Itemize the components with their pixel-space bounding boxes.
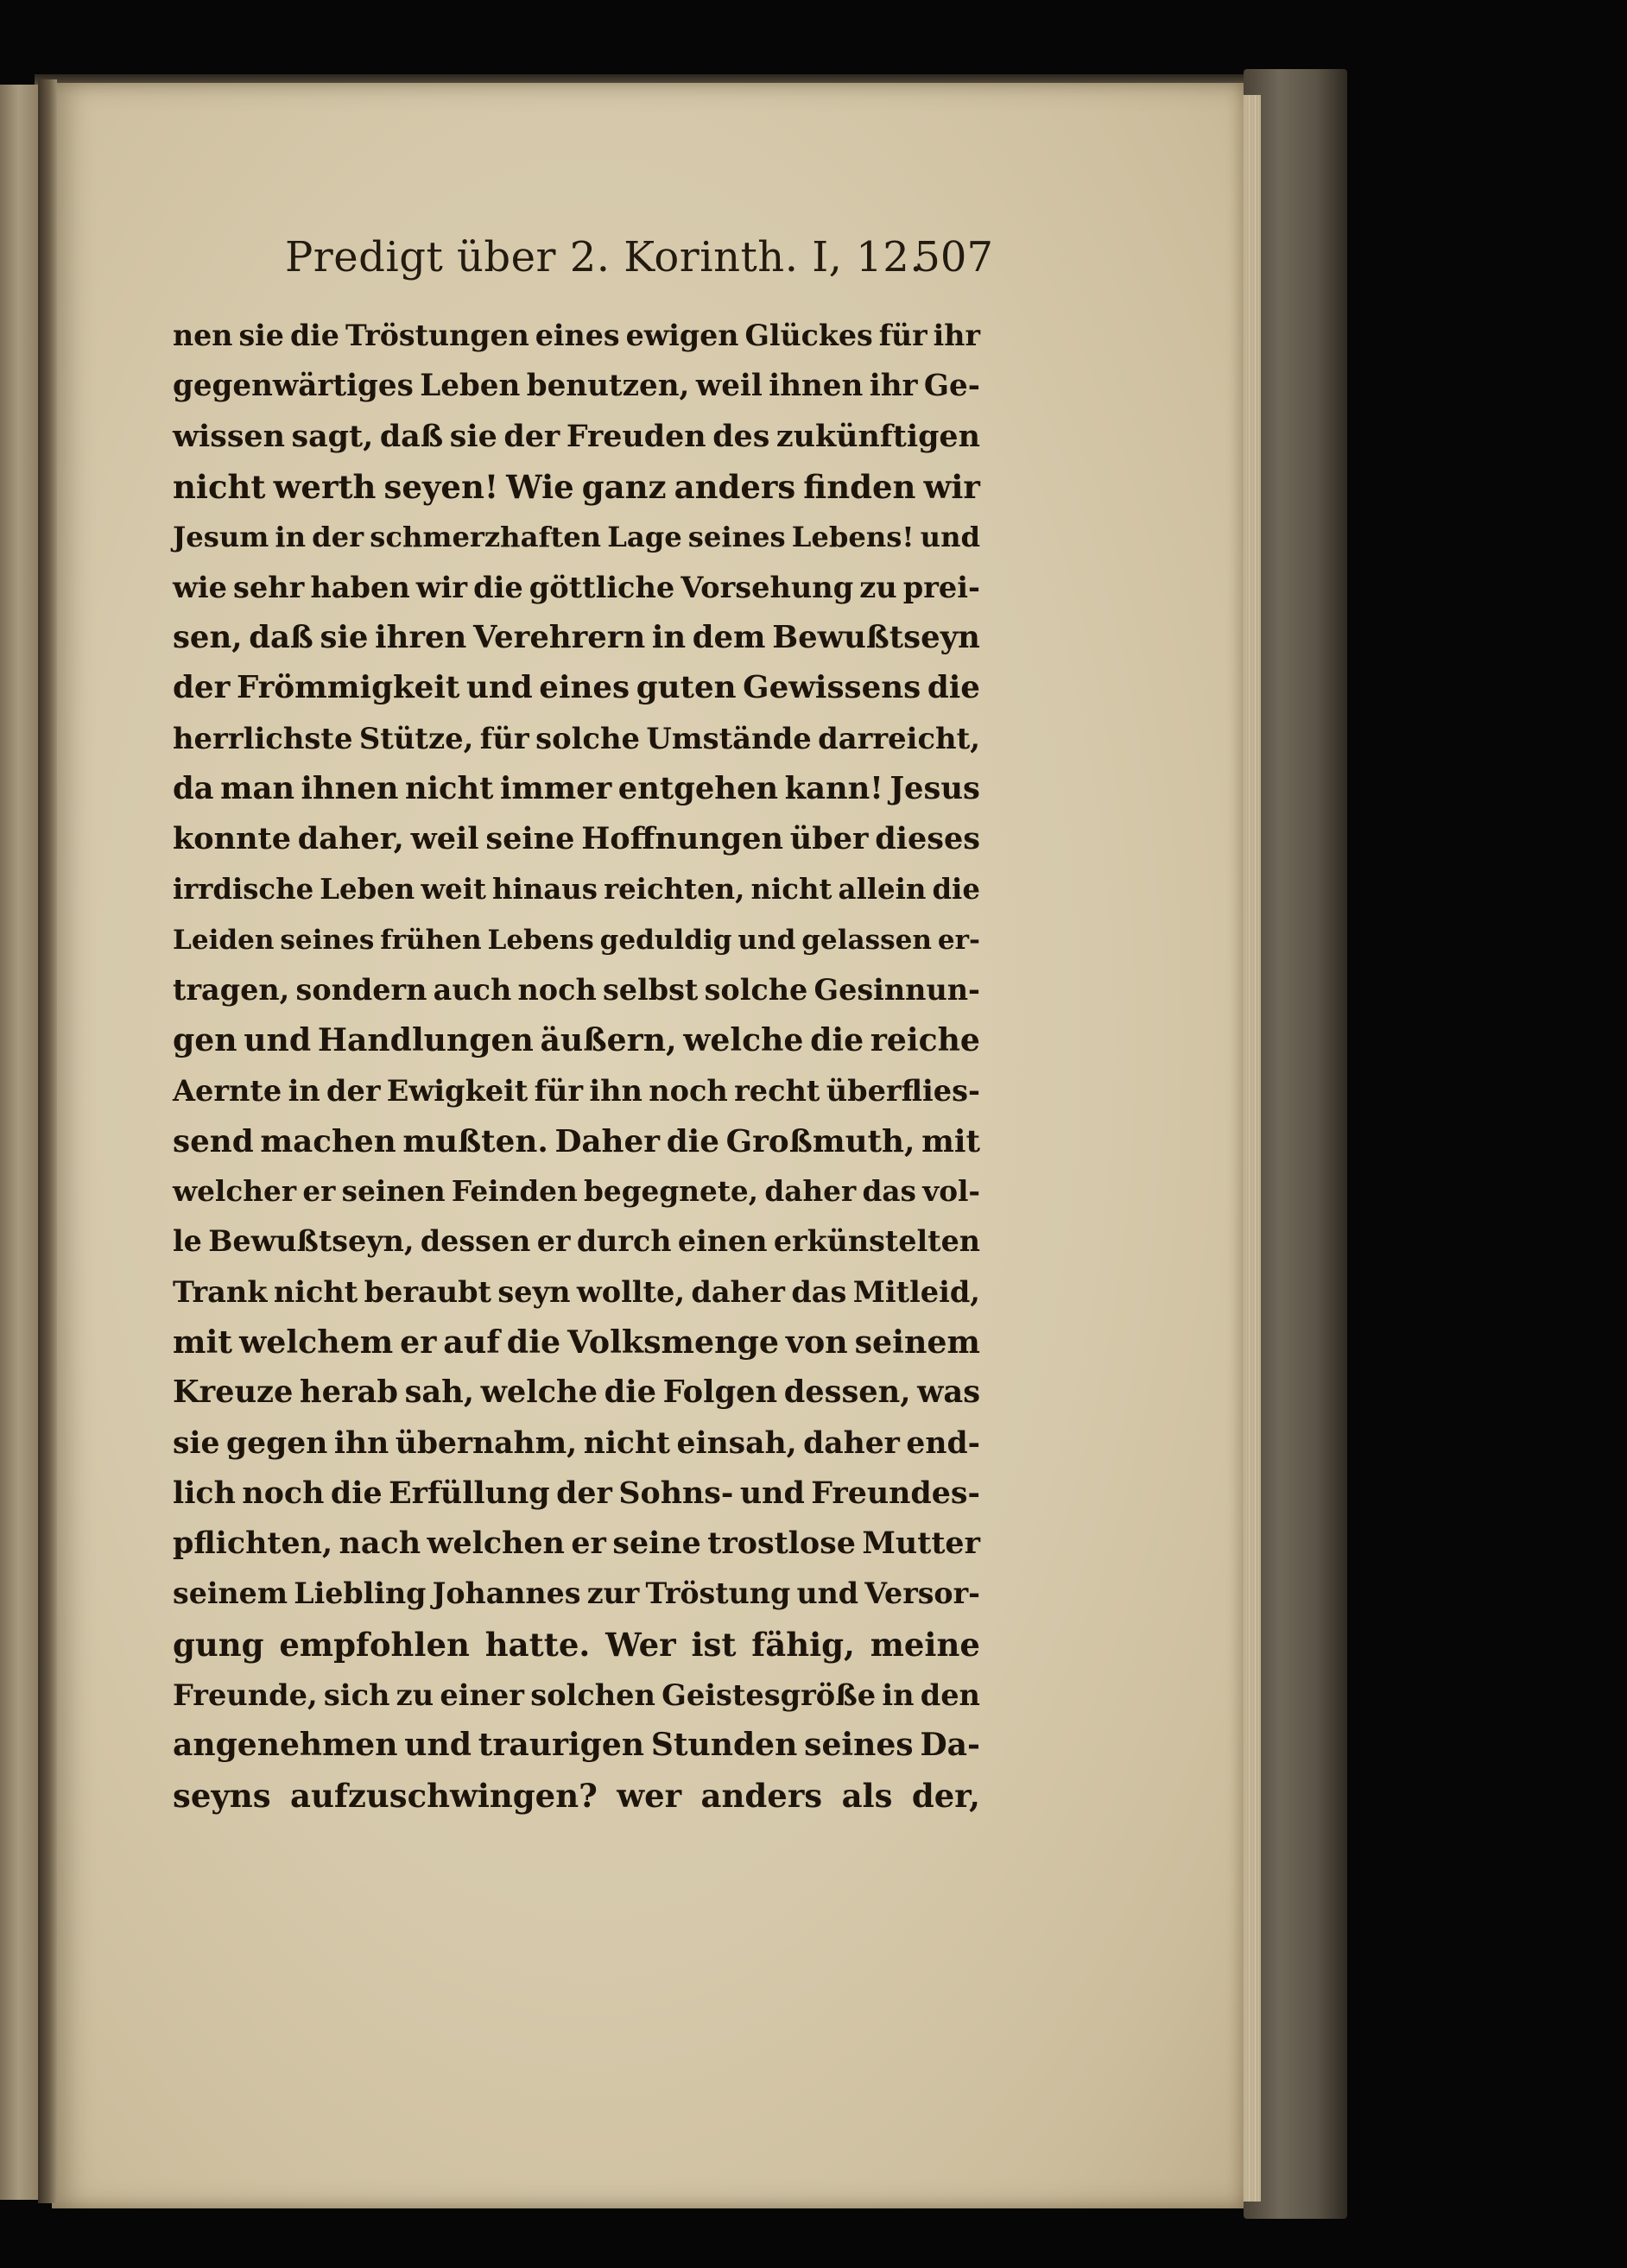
text-line: Freunde, sich zu einer solchen Geistesgröße in den [173,1677,980,1713]
text-line: lich noch die Erfüllung der Sohns- und Freundes- [173,1475,980,1511]
page-number: 507 [914,233,993,281]
text-line: gegenwärtiges Leben benutzen, weil ihnen ihr Ge- [173,369,980,404]
text-line: Jesum in der schmerzhaften Lage seines Lebens! und [173,521,980,554]
text-line: wissen sagt, daß sie der Freuden des zukünftigen [173,418,980,454]
text-line: Leiden seines frühen Lebens geduldig und gelassen er- [173,924,980,956]
text-line: der Frömmigkeit und eines guten Gewissens die [173,670,980,706]
text-line: Aernte in der Ewigkeit für ihn noch recht überflies- [173,1073,980,1109]
text-line: mit welchem er auf die Volksmenge von seinem [173,1323,980,1361]
text-line: wie sehr haben wir die göttliche Vorsehung zu prei- [173,570,980,605]
text-line: konnte daher, weil seine Hoffnungen über dieses [173,820,980,856]
text-line: da man ihnen nicht immer entgehen kann! Jesus [173,770,980,806]
facing-page-edge [0,85,41,2200]
text-line: seinem Liebling Johannes zur Tröstung und Versor- [173,1576,980,1611]
text-line: herrlichste Stütze, für solche Umstände darreicht, [173,721,980,756]
body-text [173,311,980,1821]
text-line: Trank nicht beraubt seyn wollte, daher das Mitleid, [173,1274,980,1309]
text-line: seyns aufzuschwingen? wer anders als der, [173,1776,980,1815]
running-title: Predigt über 2. Korinth. I, 12. [285,233,924,281]
text-line: pflichten, nach welchen er seine trostlose Mutter [173,1526,980,1562]
text-line: gung empfohlen hatte. Wer ist fähig, meine [173,1625,980,1664]
text-line: le Bewußtseyn, dessen er durch einen erkünstelten [173,1224,980,1259]
text-line: tragen, sondern auch noch selbst solche Gesinnun- [173,972,980,1007]
text-line: welcher er seinen Feinden begegnete, daher das vol- [173,1174,980,1209]
text-line: irrdische Leben weit hinaus reichten, nicht allein die [173,873,980,907]
text-line: send machen mußten. Daher die Großmuth, mit [173,1122,980,1159]
page-header [285,226,993,295]
text-line: gen und Handlungen äußern, welche die reiche [173,1021,980,1059]
text-line: sie gegen ihn übernahm, nicht einsah, daher end- [173,1425,980,1461]
text-line: Kreuze herab sah, welche die Folgen dessen, was [173,1374,980,1411]
text-line: nen sie die Tröstungen eines ewigen Glückes für ihr [173,319,980,352]
text-line: sen, daß sie ihren Verehrern in dem Bewußtseyn [173,619,980,655]
text-line: angenehmen und traurigen Stunden seines Da- [173,1726,980,1764]
text-line: nicht werth seyen! Wie ganz anders finden wir [173,467,980,506]
gutter-shadow [38,79,57,2203]
